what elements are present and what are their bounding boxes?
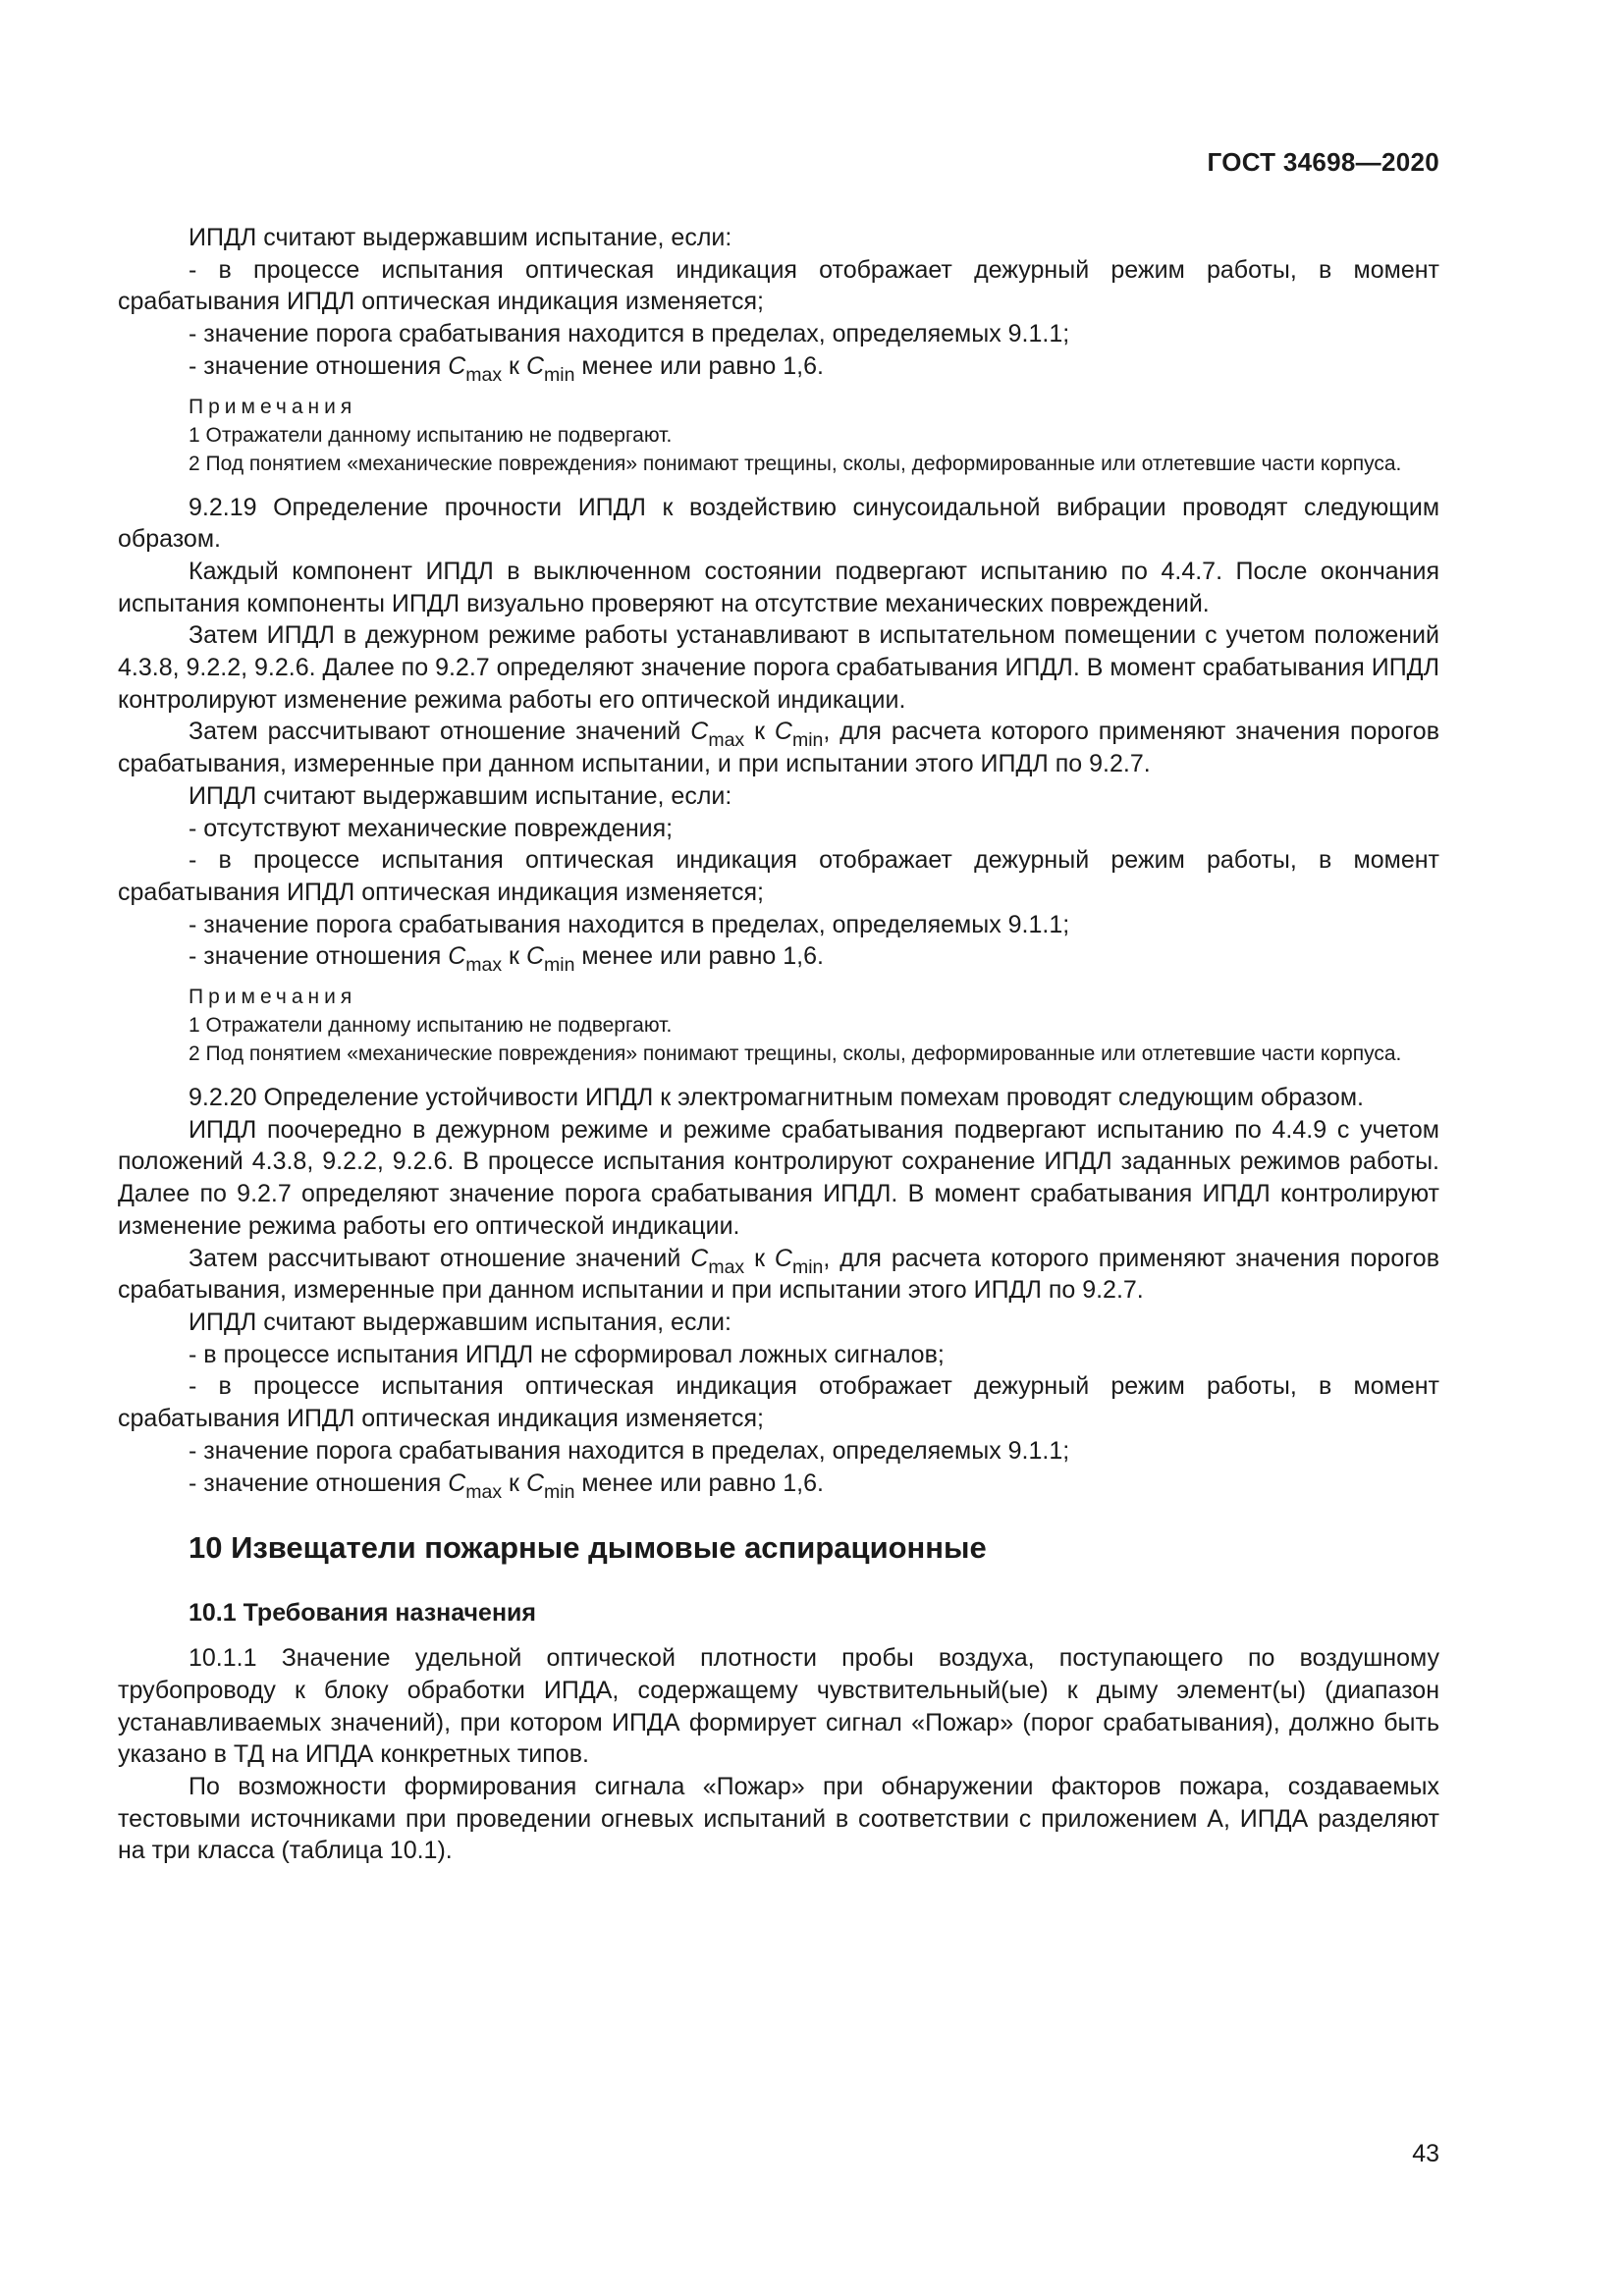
- paragraph: ИПДЛ поочередно в дежурном режиме и режиме срабатывания подвергают испытанию по 4.4.9 с учетом положений 4.3.8, 9.2.2, 9.2.6. В процессе испытания контролируют сохранение ИПДЛ заданных режимов работы. Далее по 9.2.7 определяют значение порога срабатывания ИПДЛ. В момент срабатывания ИПДЛ контролируют изменение режима работы его оптической индикации.: [118, 1115, 1439, 1240]
- note-item: 1 Отражатели данному испытанию не подвергают.: [189, 1014, 673, 1038]
- list-item: - в процессе испытания оптическая индикация отображает дежурный режим работы, в момент срабатывания ИПДЛ оптическая индикация изменяется;: [118, 846, 1439, 906]
- note-item: 2 Под понятием «механические повреждения» понимают трещины, сколы, деформированные или отлетевшие части корпуса.: [189, 1042, 1402, 1066]
- list-item: - значение порога срабатывания находится в пределах, определяемых 9.1.1;: [189, 1436, 1070, 1465]
- paragraph: 10.1.1 Значение удельной оптической плотности пробы воздуха, поступающего по воздушному трубопроводу к блоку обработки ИПДА, содержащему чувствительный(ые) к дыму элемент(ы) (диапазон устанавливаемых значений), при котором ИПДА формирует сигнал «Пожар» (порог срабатывания), должно быть указано в ТД на ИПДА конкретных типов.: [118, 1644, 1439, 1769]
- list-item: - значение порога срабатывания находится в пределах, определяемых 9.1.1;: [189, 910, 1070, 938]
- note-item: 2 Под понятием «механические повреждения» понимают трещины, сколы, деформированные или отлетевшие части корпуса.: [189, 452, 1402, 475]
- paragraph-ratio: Затем рассчитывают отношение значений $C_{max}$ к $C_{min}$, для расчета которого применяют значения порогов срабатывания, измеренные при данном испытании, и при испытании этого ИПДЛ по 9.2.7.: [118, 718, 1439, 778]
- note-item: 1 Отражатели данному испытанию не подвергают.: [189, 423, 673, 447]
- notes-title: Примечания: [189, 986, 357, 1009]
- list-item: - в процессе испытания ИПДЛ не сформировал ложных сигналов;: [189, 1340, 945, 1368]
- page-number: 43: [1412, 2140, 1439, 2167]
- list-item: - в процессе испытания оптическая индикация отображает дежурный режим работы, в момент срабатывания ИПДЛ оптическая индикация изменяется;: [118, 1372, 1439, 1433]
- section-10-heading: 10 Извещатели пожарные дымовые аспирационные: [189, 1530, 987, 1566]
- list-item-ratio: - значение отношения $C_{max}$ к $C_{min}$ менее или равно 1,6.: [189, 942, 824, 977]
- paragraph: По возможности формирования сигнала «Пожар» при обнаружении факторов пожара, создаваемых тестовыми источниками при проведении огневых испытаний в соответствии с приложением А, ИПДА разделяют на три класса (таблица 10.1).: [118, 1773, 1439, 1865]
- section-9-2-19-title: 9.2.19 Определение прочности ИПДЛ к воздействию синусоидальной вибрации проводят следующим образом.: [118, 493, 1439, 554]
- list-item-ratio: - значение отношения $C_{max}$ к $C_{min}$ менее или равно 1,6.: [189, 351, 824, 386]
- list-item: - отсутствуют механические повреждения;: [189, 814, 674, 842]
- notes-title: Примечания: [189, 395, 357, 418]
- section-10-1-heading: 10.1 Требования назначения: [189, 1599, 537, 1628]
- paragraph: ИПДЛ считают выдержавшим испытания, если:: [189, 1308, 731, 1336]
- section-9-2-20-title: 9.2.20 Определение устойчивости ИПДЛ к электромагнитным помехам проводят следующим образом.: [189, 1084, 1364, 1112]
- paragraph: ИПДЛ считают выдержавшим испытание, если:: [189, 781, 732, 810]
- standard-header: ГОСТ 34698—2020: [1207, 147, 1439, 177]
- list-item: - значение порога срабатывания находится в пределах, определяемых 9.1.1;: [189, 320, 1070, 348]
- paragraph: Каждый компонент ИПДЛ в выключенном состоянии подвергают испытанию по 4.4.7. После окончания испытания компоненты ИПДЛ визуально проверяют на отсутствие механических повреждений.: [118, 557, 1439, 617]
- list-item-ratio: - значение отношения $C_{max}$ к $C_{min}$ менее или равно 1,6.: [189, 1468, 824, 1503]
- list-item: - в процессе испытания оптическая индикация отображает дежурный режим работы, в момент срабатывания ИПДЛ оптическая индикация изменяется;: [118, 255, 1439, 316]
- paragraph: ИПДЛ считают выдержавшим испытание, если:: [189, 224, 732, 251]
- page-content: [118, 222, 1439, 1867]
- paragraph-ratio: Затем рассчитывают отношение значений $C_{max}$ к $C_{min}$, для расчета которого применяют значения порогов срабатывания, измеренные при данном испытании и при испытании этого ИПДЛ по 9.2.7.: [118, 1244, 1439, 1305]
- paragraph: Затем ИПДЛ в дежурном режиме работы устанавливают в испытательном помещении с учетом положений 4.3.8, 9.2.2, 9.2.6. Далее по 9.2.7 определяют значение порога срабатывания ИПДЛ. В момент срабатывания ИПДЛ контролируют изменение режима работы его оптической индикации.: [118, 621, 1439, 714]
